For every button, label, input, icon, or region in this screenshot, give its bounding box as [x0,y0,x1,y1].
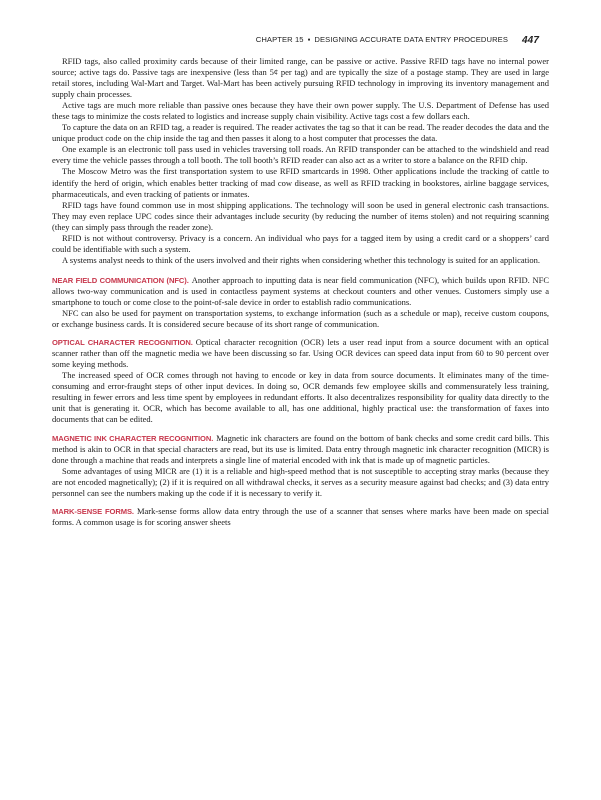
section-text: Optical character recognition (OCR) lets a user read input from a source document with an optical scanner rather than off the magnetic media we have been discussing so far. Using OCR devices can speed data input from 60 to 90 percent over some keying methods. [52,337,549,370]
section-text: Mark-sense forms allow data entry through the use of a scanner that senses where marks have been made on special forms. A common usage is for scoring answer sheets [52,505,549,527]
section-heading-micr: MAGNETIC INK CHARACTER RECOGNITION. [52,433,214,443]
paragraph: One example is an electronic toll pass used in vehicles traversing toll roads. An RFID transponder can be attached to the windshield and read every time the vehicle passes through a toll booth. The toll booth’s RFID reader can also act as a writer to store a balance on the RFID chip. [52,144,549,166]
section-ocr-paragraph [52,337,549,370]
section-text: Another approach to inputting data is near field communication (NFC), which builds upon RFID. NFC allows two-way communication and is used in contactless payment systems at checkout counters and other venues. Customers simply use a smartphone to touch or come close to the point-of-sale device in order to establish radio communications. [52,274,549,307]
paragraph: To capture the data on an RFID tag, a reader is required. The reader activates the tag so that it can be read. The reader decodes the data and the unique product code on the chip inside the tag and then passes it along to a host computer that processes the data. [52,122,549,144]
section-mark-sense-paragraph [52,506,549,528]
page-number: 447 [522,35,539,46]
chapter-title: DESIGNING ACCURATE DATA ENTRY PROCEDURES [314,35,508,44]
paragraph: Active tags are much more reliable than passive ones because they have their own power supply. The U.S. Department of Defense has used these tags to minimize the costs related to logistics and increase supply chain visibility. Active tags cost a few dollars each. [52,100,549,122]
section-heading-nfc: NEAR FIELD COMMUNICATION (NFC). [52,275,189,285]
paragraph: The Moscow Metro was the first transportation system to use RFID smartcards in 1998. Other applications include the tracking of cattle to identify the herd of origin, which enables better tracking of mad cow disease, as well as RFID tracking in bookstores, airline baggage services, pharmaceuticals, and even tracking of patients or inmates. [52,166,549,199]
paragraph: A systems analyst needs to think of the users involved and their rights when considering whether this technology is suited for an application. [62,254,541,265]
section-micr-paragraph [52,433,549,466]
paragraph: RFID tags have found common use in most shipping applications. The technology will soon be used in general electronic cash transactions. They may even replace UPC codes since their advantages include security (by reducing the number of items stolen) and not requiring scanning (they can simply pass through the reader zone). [52,199,549,232]
section-text: Magnetic ink characters are found on the bottom of bank checks and some credit card bills. This method is akin to OCR in that special characters are read, but its use is limited. Data entry through magnetic ink character recognition (MICR) is done through a machine that reads and interprets a single line of material encoded with ink that is made up of magnetic particles. [52,432,549,465]
bullet-icon: ▪ [307,35,311,44]
paragraph: RFID is not without controversy. Privacy is a concern. An individual who pays for a tagged item by using a credit card or a shoppers’ card could be identifiable with such a system. [52,232,549,254]
running-header [256,35,539,46]
paragraph: Some advantages of using MICR are (1) it is a reliable and high-speed method that is not susceptible to accepting stray marks (because they are not encoded magnetically); (2) if it is required on all withdrawal checks, it serves as a security measure against bad checks; and (3) data entry personnel can see the numbers making up the code if it is necessary to verify it. [52,465,549,498]
section-heading-ocr: OPTICAL CHARACTER RECOGNITION. [52,338,193,348]
body-text [52,56,549,528]
paragraph: The increased speed of OCR comes through not having to encode or key in data from source documents. It eliminates many of the time-consuming and error-fraught steps of other input devices. In doing so, OCR demands few employee skills and commensurately less training, resulting in fewer errors and less time spent by employees in redundant efforts. It also decentralizes responsibility for quality data directly to the unit that is generating it. OCR, which has become available to all, has one additional, highly practical use: the transformation of faxes into documents that can be edited. [52,370,549,425]
paragraph: RFID tags, also called proximity cards because of their limited range, can be passive or active. Passive RFID tags have no internal power source; active tags do. Passive tags are inexpensive (less than 5¢ per tag) and are typically the size of a postage stamp. They are used in large retail stores, including Wal-Mart and Target. Wal-Mart has been actively pursuing RFID technology in improving its inventory management and supply chain processes. [52,56,549,100]
chapter-label: CHAPTER 15 [255,35,304,44]
section-nfc-paragraph [52,275,549,308]
paragraph: NFC can also be used for payment on transportation systems, to exchange information (such as a schedule or map), receive custom coupons, or exchange business cards. It is considered secure because of its short range of communication. [52,308,549,330]
section-heading-mark-sense: MARK-SENSE FORMS. [52,506,134,516]
